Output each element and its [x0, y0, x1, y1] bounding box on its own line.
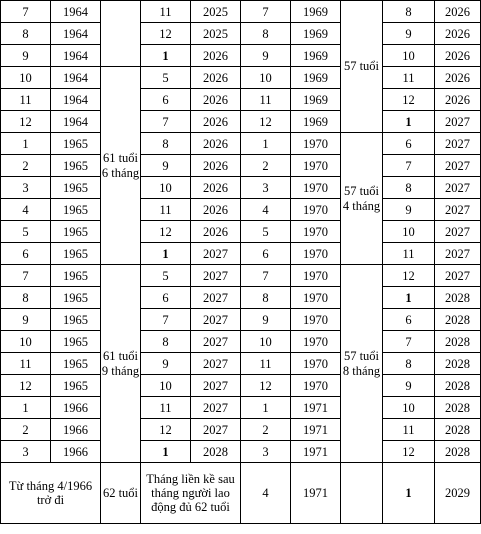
birth-year-cell: 1965 — [51, 177, 101, 199]
birth-month-cell: 3 — [1, 177, 51, 199]
birth-year-cell: 1964 — [51, 111, 101, 133]
retirement-month-cell: 8 — [383, 1, 435, 23]
birth-year-cell: 1966 — [51, 397, 101, 419]
retirement-year-cell: 2027 — [435, 177, 481, 199]
retirement-year-cell: 2025 — [191, 23, 241, 45]
retirement-month-cell: 11 — [383, 67, 435, 89]
retirement-age-cell: 62 tuổi — [101, 463, 141, 524]
retirement-year-cell: 2028 — [435, 397, 481, 419]
birth-month-cell: 7 — [1, 1, 51, 23]
table-body — [1, 1, 481, 524]
birth-year-cell: 1965 — [51, 243, 101, 265]
birth-year-cell: 1965 — [51, 331, 101, 353]
retirement-year-cell: 2027 — [435, 265, 481, 287]
retirement-month-cell: 10 — [141, 177, 191, 199]
retirement-month-cell: 6 — [141, 287, 191, 309]
table-row — [1, 287, 481, 309]
birth-month-cell: 12 — [1, 111, 51, 133]
birth-month-cell: 9 — [241, 45, 291, 67]
retirement-year-cell: 2028 — [435, 375, 481, 397]
birth-month-cell: 11 — [241, 353, 291, 375]
retirement-year-cell: 2026 — [435, 23, 481, 45]
birth-year-cell: 1971 — [291, 419, 341, 441]
birth-month-cell: 2 — [241, 155, 291, 177]
birth-month-cell: 1 — [241, 133, 291, 155]
birth-year-cell: 1969 — [291, 23, 341, 45]
retirement-month-cell: 11 — [141, 199, 191, 221]
birth-month-cell: 5 — [241, 221, 291, 243]
birth-month-cell: 4 — [241, 463, 291, 524]
birth-month-cell: 4 — [241, 199, 291, 221]
birth-year-cell: 1970 — [291, 375, 341, 397]
retirement-year-cell: 2027 — [435, 221, 481, 243]
birth-year-cell: 1971 — [291, 397, 341, 419]
retirement-year-cell: 2027 — [191, 419, 241, 441]
birth-month-cell: 1 — [1, 397, 51, 419]
retirement-month-cell: 8 — [383, 177, 435, 199]
retirement-month-cell: 11 — [141, 397, 191, 419]
retirement-year-cell: 2027 — [191, 243, 241, 265]
birth-month-cell: 7 — [241, 1, 291, 23]
retirement-month-cell: 1 — [383, 287, 435, 309]
table-row — [1, 265, 481, 287]
age-group-cell — [101, 1, 141, 67]
birth-year-cell: 1970 — [291, 287, 341, 309]
retirement-year-cell: 2026 — [191, 133, 241, 155]
retirement-month-cell: 12 — [383, 89, 435, 111]
retirement-month-cell: 7 — [383, 331, 435, 353]
birth-year-cell: 1970 — [291, 177, 341, 199]
table-row — [1, 111, 481, 133]
birth-month-cell: 1 — [1, 133, 51, 155]
retirement-year-cell: 2027 — [191, 265, 241, 287]
table-row — [1, 133, 481, 155]
retirement-month-cell: 8 — [141, 331, 191, 353]
birth-month-cell: 1 — [241, 397, 291, 419]
retirement-month-cell: 6 — [383, 309, 435, 331]
birth-month-cell: 10 — [1, 67, 51, 89]
birth-year-cell: 1965 — [51, 353, 101, 375]
birth-month-cell: 8 — [1, 23, 51, 45]
birth-month-cell: 3 — [1, 441, 51, 463]
retirement-year-cell: 2027 — [191, 353, 241, 375]
birth-year-cell: 1969 — [291, 67, 341, 89]
retirement-month-cell: 11 — [383, 419, 435, 441]
retirement-month-cell: 8 — [383, 353, 435, 375]
birth-year-cell: 1966 — [51, 441, 101, 463]
retirement-month-cell: 7 — [141, 111, 191, 133]
table-row — [1, 89, 481, 111]
retirement-year-cell: 2026 — [191, 45, 241, 67]
birth-month-cell: 8 — [241, 287, 291, 309]
retirement-month-cell: 9 — [383, 375, 435, 397]
retirement-year-cell: 2028 — [435, 309, 481, 331]
retirement-month-cell: 12 — [141, 23, 191, 45]
retirement-year-cell: 2027 — [435, 133, 481, 155]
birth-year-cell: 1970 — [291, 221, 341, 243]
retirement-month-cell: 11 — [383, 243, 435, 265]
retirement-age-cell — [341, 463, 383, 524]
retirement-month-cell: 12 — [383, 441, 435, 463]
birth-year-cell: 1971 — [291, 441, 341, 463]
birth-year-cell: 1965 — [51, 309, 101, 331]
birth-year-cell: 1970 — [291, 243, 341, 265]
birth-year-cell: 1964 — [51, 67, 101, 89]
table-row — [1, 221, 481, 243]
table-row-final — [1, 463, 481, 524]
birth-year-cell: 1964 — [51, 89, 101, 111]
retirement-month-cell: 12 — [383, 265, 435, 287]
birth-month-cell: 3 — [241, 441, 291, 463]
birth-month-cell: 9 — [1, 309, 51, 331]
table-row — [1, 331, 481, 353]
birth-month-cell: 11 — [241, 89, 291, 111]
birth-month-cell: 3 — [241, 177, 291, 199]
retirement-year-cell: 2026 — [435, 89, 481, 111]
birth-year-cell: 1970 — [291, 265, 341, 287]
birth-month-cell: 8 — [241, 23, 291, 45]
retirement-month-cell: 6 — [383, 133, 435, 155]
birth-month-cell: 12 — [1, 375, 51, 397]
birth-year-cell: 1969 — [291, 45, 341, 67]
birth-month-cell: 5 — [1, 221, 51, 243]
birth-month-cell: 8 — [1, 287, 51, 309]
table-row — [1, 375, 481, 397]
retirement-month-cell: 12 — [141, 419, 191, 441]
birth-year-cell: 1965 — [51, 287, 101, 309]
age-group-cell: 61 tuổi 6 tháng — [101, 67, 141, 265]
birth-year-cell: 1965 — [51, 155, 101, 177]
birth-year-cell: 1970 — [291, 199, 341, 221]
retirement-year-cell: 2028 — [435, 287, 481, 309]
birth-year-cell: 1965 — [51, 221, 101, 243]
retirement-month-cell: 10 — [141, 375, 191, 397]
table-row — [1, 23, 481, 45]
birth-year-cell: 1970 — [291, 133, 341, 155]
birth-month-cell: 12 — [241, 111, 291, 133]
table-row — [1, 155, 481, 177]
birth-year-cell: 1966 — [51, 419, 101, 441]
from-date-cell: Từ tháng 4/1966 trở đi — [1, 463, 101, 524]
retirement-year-cell: 2027 — [435, 199, 481, 221]
birth-year-cell: 1970 — [291, 331, 341, 353]
table-row — [1, 1, 481, 23]
retirement-month-cell: 11 — [141, 1, 191, 23]
birth-year-cell: 1964 — [51, 1, 101, 23]
birth-month-cell: 6 — [241, 243, 291, 265]
retirement-month-cell: 6 — [141, 89, 191, 111]
birth-year-cell: 1970 — [291, 309, 341, 331]
retirement-year-cell: 2026 — [191, 67, 241, 89]
birth-month-cell: 10 — [1, 331, 51, 353]
age-group-cell: 57 tuổi 8 tháng — [341, 265, 383, 463]
birth-month-cell: 9 — [1, 45, 51, 67]
table-row — [1, 397, 481, 419]
retirement-month-cell: 9 — [383, 23, 435, 45]
retirement-month-cell: 9 — [141, 155, 191, 177]
retirement-year-cell: 2027 — [191, 309, 241, 331]
retirement-year-cell: 2026 — [191, 89, 241, 111]
retirement-year-cell: 2028 — [435, 331, 481, 353]
retirement-year-cell: 2026 — [191, 199, 241, 221]
birth-month-cell: 6 — [1, 243, 51, 265]
table-row — [1, 243, 481, 265]
retirement-month-cell: 5 — [141, 67, 191, 89]
retirement-year-cell: 2027 — [435, 111, 481, 133]
retirement-year-cell: 2028 — [435, 353, 481, 375]
birth-year-cell: 1965 — [51, 199, 101, 221]
birth-month-cell: 2 — [1, 419, 51, 441]
retirement-time-cell: Tháng liền kề sau tháng người lao động đủ 62 tuổi — [141, 463, 241, 524]
retirement-month-cell: 8 — [141, 133, 191, 155]
retirement-month-cell: 10 — [383, 221, 435, 243]
birth-year-cell: 1971 — [291, 463, 341, 524]
retirement-year-cell: 2027 — [191, 397, 241, 419]
birth-year-cell: 1965 — [51, 133, 101, 155]
birth-year-cell: 1964 — [51, 23, 101, 45]
birth-month-cell: 2 — [1, 155, 51, 177]
retirement-year-cell: 2028 — [435, 441, 481, 463]
retirement-year-cell: 2027 — [435, 243, 481, 265]
retirement-year-cell: 2026 — [191, 155, 241, 177]
birth-month-cell: 7 — [241, 265, 291, 287]
retirement-month-cell: 12 — [141, 221, 191, 243]
table-row — [1, 67, 481, 89]
table-row — [1, 419, 481, 441]
retirement-year-cell: 2026 — [435, 1, 481, 23]
birth-month-cell: 11 — [1, 353, 51, 375]
birth-year-cell: 1969 — [291, 111, 341, 133]
table-row — [1, 441, 481, 463]
retirement-year-cell: 2025 — [191, 1, 241, 23]
retirement-month-cell: 10 — [383, 45, 435, 67]
retirement-month-cell: 9 — [383, 199, 435, 221]
table-row — [1, 45, 481, 67]
birth-month-cell: 10 — [241, 331, 291, 353]
retirement-year-cell: 2029 — [435, 463, 481, 524]
birth-month-cell: 11 — [1, 89, 51, 111]
retirement-year-cell: 2026 — [191, 111, 241, 133]
retirement-month-cell: 7 — [383, 155, 435, 177]
retirement-month-cell: 1 — [141, 45, 191, 67]
birth-year-cell: 1969 — [291, 89, 341, 111]
table-row — [1, 353, 481, 375]
table-row — [1, 199, 481, 221]
birth-year-cell: 1970 — [291, 155, 341, 177]
retirement-year-cell: 2027 — [435, 155, 481, 177]
table-row — [1, 309, 481, 331]
birth-year-cell: 1965 — [51, 375, 101, 397]
retirement-year-cell: 2027 — [191, 375, 241, 397]
age-group-cell: 61 tuổi 9 tháng — [101, 265, 141, 463]
birth-year-cell: 1965 — [51, 265, 101, 287]
birth-month-cell: 4 — [1, 199, 51, 221]
table-row — [1, 177, 481, 199]
retirement-month-cell: 1 — [383, 463, 435, 524]
retirement-year-cell: 2028 — [191, 441, 241, 463]
retirement-year-cell: 2026 — [435, 67, 481, 89]
birth-year-cell: 1969 — [291, 1, 341, 23]
retirement-year-cell: 2026 — [435, 45, 481, 67]
retirement-year-cell: 2027 — [191, 331, 241, 353]
retirement-month-cell: 9 — [141, 353, 191, 375]
birth-month-cell: 12 — [241, 375, 291, 397]
retirement-year-cell: 2026 — [191, 221, 241, 243]
birth-month-cell: 10 — [241, 67, 291, 89]
retirement-month-cell: 10 — [383, 397, 435, 419]
birth-year-cell: 1970 — [291, 353, 341, 375]
birth-month-cell: 7 — [1, 265, 51, 287]
retirement-month-cell: 5 — [141, 265, 191, 287]
retirement-month-cell: 1 — [141, 441, 191, 463]
retirement-month-cell: 1 — [141, 243, 191, 265]
retirement-month-cell: 1 — [383, 111, 435, 133]
retirement-year-cell: 2028 — [435, 419, 481, 441]
age-group-cell: 57 tuổi 4 tháng — [341, 133, 383, 265]
birth-month-cell: 2 — [241, 419, 291, 441]
birth-year-cell: 1964 — [51, 45, 101, 67]
retirement-year-cell: 2027 — [191, 287, 241, 309]
birth-month-cell: 9 — [241, 309, 291, 331]
retirement-year-cell: 2026 — [191, 177, 241, 199]
age-group-cell: 57 tuổi — [341, 1, 383, 133]
retirement-month-cell: 7 — [141, 309, 191, 331]
